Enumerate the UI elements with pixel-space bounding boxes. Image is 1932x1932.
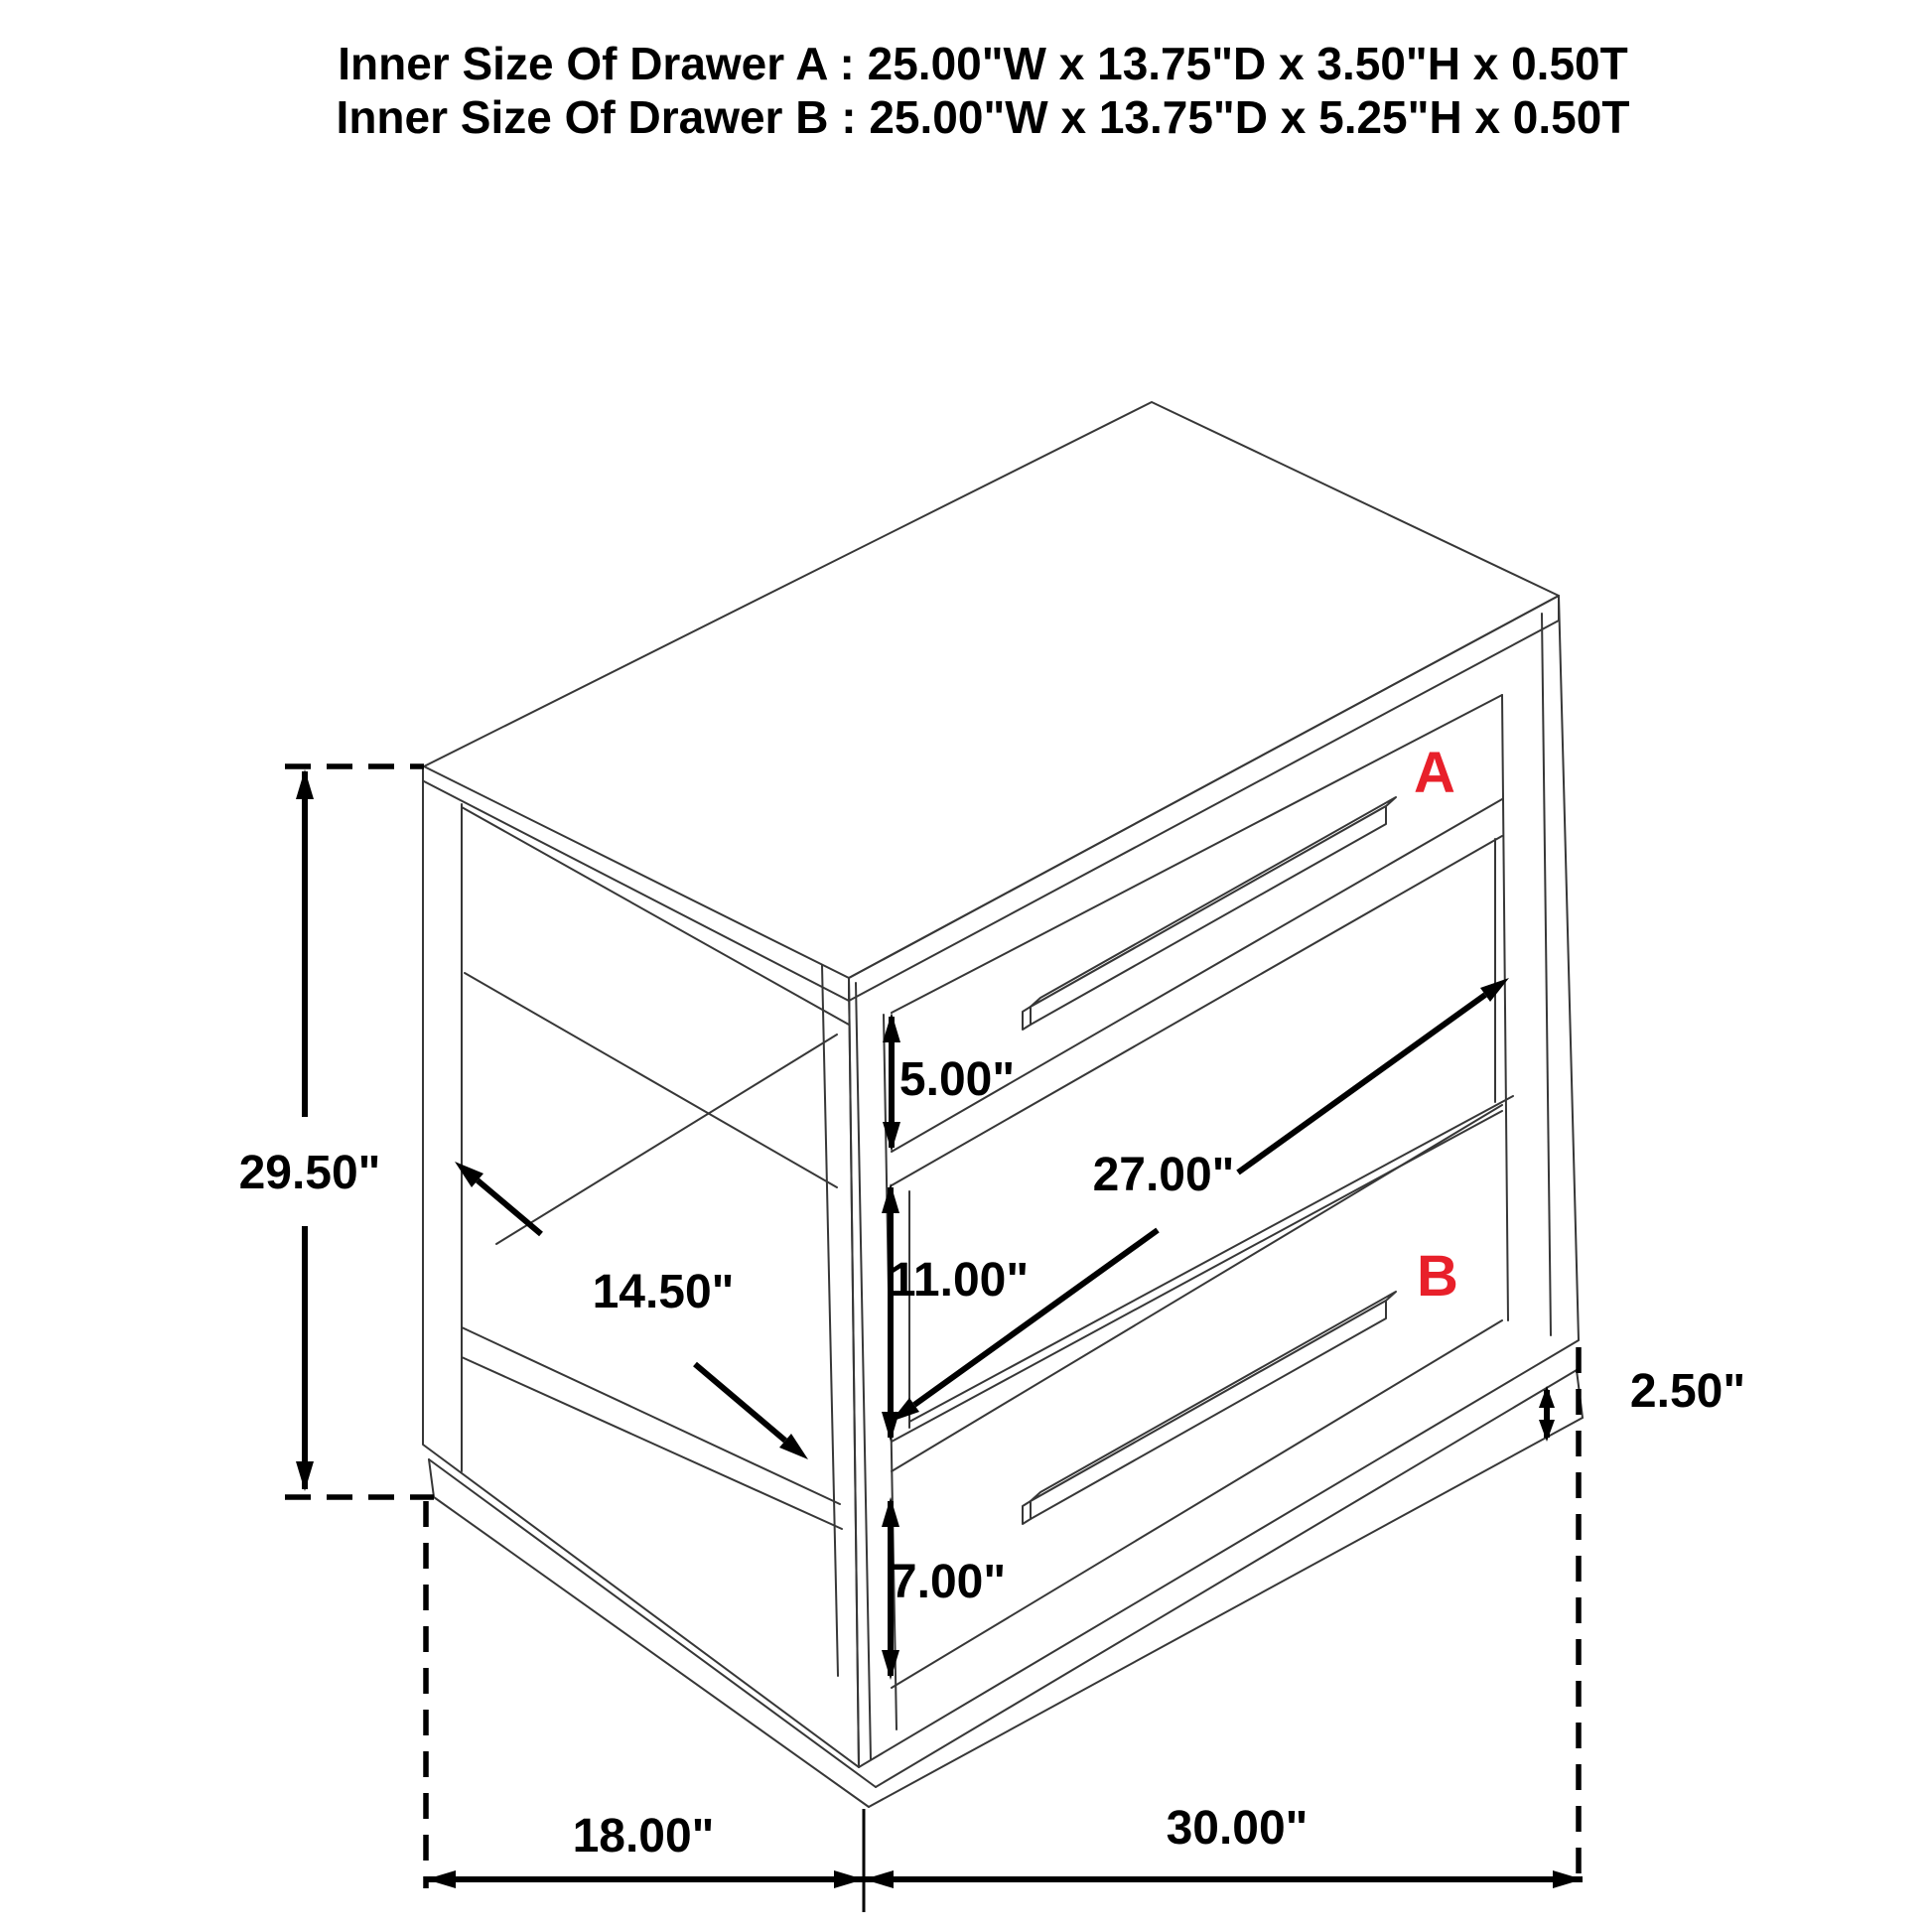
- shelf-depth-value: 14.50": [592, 1266, 735, 1318]
- overall-depth-value: 18.00": [572, 1810, 715, 1863]
- opening-height-value: 11.00": [889, 1254, 1030, 1307]
- title-line-2: Inner Size Of Drawer B : 25.00"W x 13.75"D x 5.25"H x 0.50T: [336, 91, 1630, 143]
- drawer-b-height-value: 7.00": [890, 1556, 1007, 1608]
- title-line-1: Inner Size Of Drawer A : 25.00"W x 13.75"D x 3.50"H x 0.50T: [338, 38, 1628, 89]
- drawer-a-height-value: 5.00": [898, 1053, 1016, 1106]
- drawer-a-label: A: [1414, 741, 1455, 805]
- base-height-value: 2.50": [1629, 1365, 1746, 1418]
- drawer-b-label: B: [1417, 1244, 1458, 1309]
- overall-height-value: 29.50": [238, 1147, 381, 1199]
- handle-a-end-cap: [1023, 1007, 1031, 1030]
- handle-b-end-cap: [1023, 1501, 1031, 1524]
- overall-width-value: 30.00": [1166, 1802, 1309, 1855]
- opening-width-value: 27.00": [1092, 1149, 1235, 1201]
